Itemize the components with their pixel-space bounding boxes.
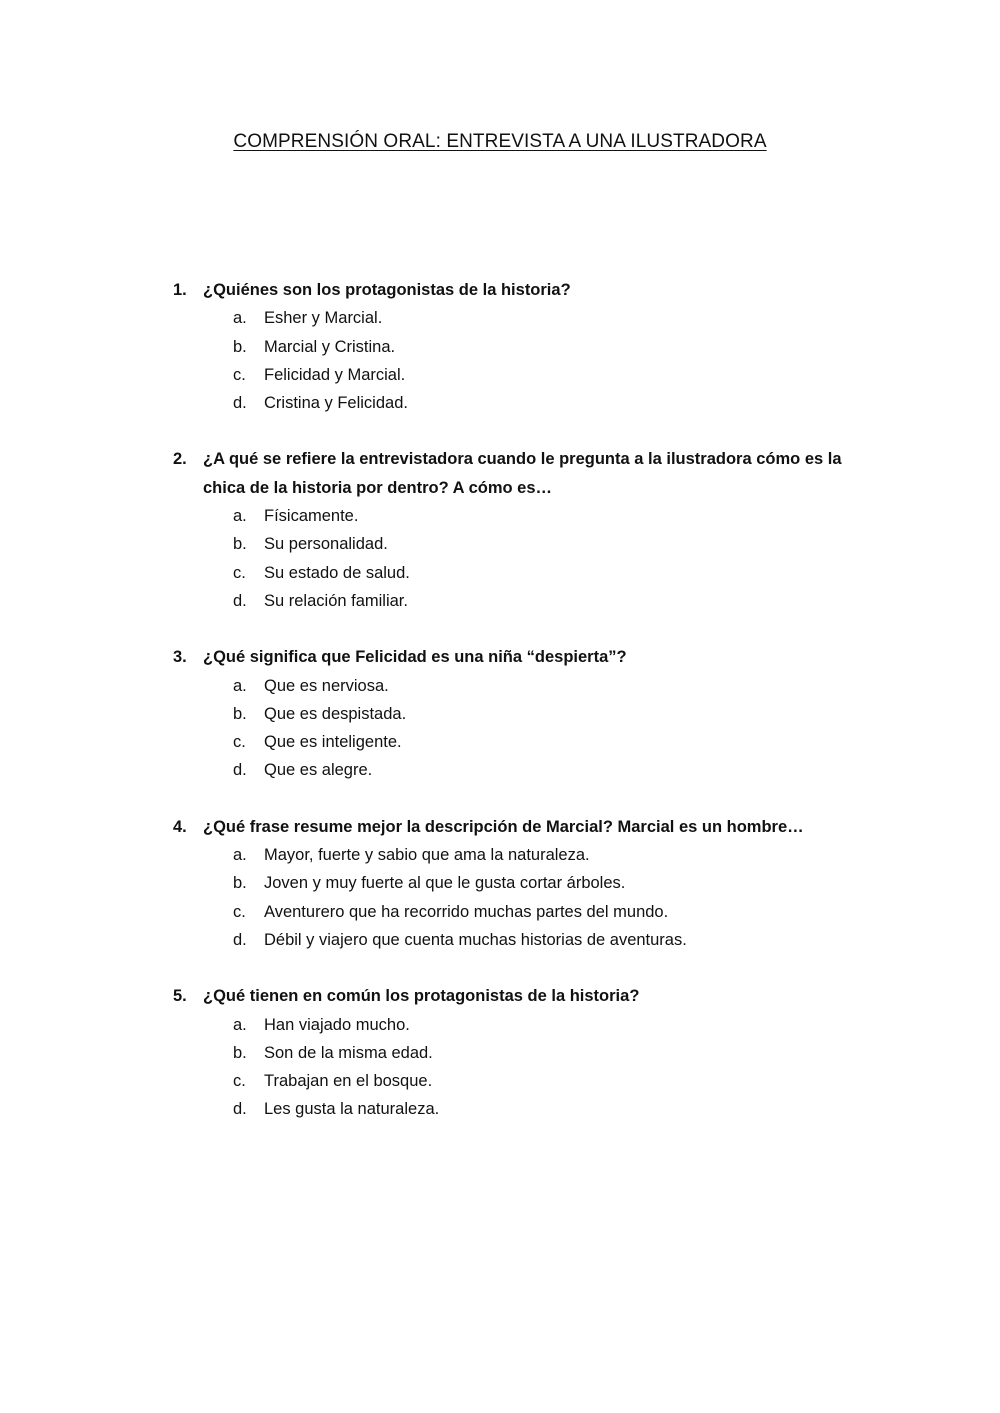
question-number: 4. (173, 817, 187, 836)
option-letter: a. (233, 309, 247, 328)
answer-options (0, 841, 1000, 954)
answer-option-c[interactable] (0, 559, 1000, 587)
answer-options (0, 304, 1000, 417)
question-number: 2. (173, 450, 187, 469)
answer-options (0, 672, 1000, 785)
answer-options (0, 502, 1000, 615)
question-prompt (0, 276, 853, 304)
answer-option-b[interactable] (0, 530, 1000, 558)
answer-option-d[interactable] (0, 756, 1000, 784)
option-text: Que es despistada. (264, 704, 407, 723)
question-prompt (0, 445, 853, 502)
option-text: Felicidad y Marcial. (264, 365, 406, 384)
answer-option-c[interactable] (0, 1067, 1000, 1095)
option-text: Que es alegre. (264, 761, 373, 780)
option-letter: a. (233, 846, 247, 865)
question-text: ¿A qué se refiere la entrevistadora cuando le pregunta a la ilustradora cómo es la chica de la historia por dentro? A cómo es… (203, 450, 842, 497)
answer-option-d[interactable] (0, 1095, 1000, 1123)
answer-option-a[interactable] (0, 304, 1000, 332)
option-letter: d. (233, 591, 247, 610)
question-list (0, 276, 1000, 1152)
question-text: ¿Qué tienen en común los protagonistas de la historia? (203, 987, 640, 1006)
option-text: Su personalidad. (264, 535, 388, 554)
option-text: Que es nerviosa. (264, 676, 389, 695)
answer-option-a[interactable] (0, 672, 1000, 700)
answer-option-a[interactable] (0, 841, 1000, 869)
option-text: Su estado de salud. (264, 563, 410, 582)
question-prompt (0, 982, 853, 1010)
option-letter: c. (233, 563, 246, 582)
option-text: Son de la misma edad. (264, 1043, 433, 1062)
answer-options (0, 1011, 1000, 1124)
answer-option-d[interactable] (0, 389, 1000, 417)
option-letter: d. (233, 930, 247, 949)
option-text: Joven y muy fuerte al que le gusta cortar árboles. (264, 874, 626, 893)
option-text: Mayor, fuerte y sabio que ama la naturaleza. (264, 846, 590, 865)
option-text: Cristina y Felicidad. (264, 394, 408, 413)
option-text: Trabajan en el bosque. (264, 1072, 433, 1091)
option-text: Esher y Marcial. (264, 309, 383, 328)
option-text: Marcial y Cristina. (264, 337, 396, 356)
option-letter: b. (233, 535, 247, 554)
option-letter: a. (233, 1015, 247, 1034)
question-text: ¿Qué significa que Felicidad es una niña “despierta”? (203, 648, 627, 667)
option-text: Su relación familiar. (264, 591, 408, 610)
option-text: Les gusta la naturaleza. (264, 1100, 440, 1119)
answer-option-c[interactable] (0, 728, 1000, 756)
answer-option-a[interactable] (0, 502, 1000, 530)
answer-option-b[interactable] (0, 333, 1000, 361)
question-4 (0, 813, 1000, 954)
option-letter: a. (233, 676, 247, 695)
answer-option-d[interactable] (0, 587, 1000, 615)
question-5 (0, 982, 1000, 1123)
answer-option-b[interactable] (0, 700, 1000, 728)
question-number: 5. (173, 987, 187, 1006)
answer-option-b[interactable] (0, 1039, 1000, 1067)
option-text: Que es inteligente. (264, 733, 402, 752)
option-letter: c. (233, 1072, 246, 1091)
question-text: ¿Quiénes son los protagonistas de la historia? (203, 281, 571, 299)
option-letter: b. (233, 874, 247, 893)
question-text: ¿Qué frase resume mejor la descripción de Marcial? Marcial es un hombre… (203, 817, 804, 836)
option-letter: c. (233, 365, 246, 384)
option-letter: c. (233, 902, 246, 921)
question-2 (0, 445, 1000, 615)
option-letter: c. (233, 733, 246, 752)
option-letter: b. (233, 1043, 247, 1062)
option-letter: b. (233, 337, 247, 356)
question-1 (0, 276, 1000, 417)
question-prompt (0, 643, 853, 671)
question-number: 3. (173, 648, 187, 667)
option-text: Han viajado mucho. (264, 1015, 410, 1034)
option-letter: a. (233, 507, 247, 526)
answer-option-d[interactable] (0, 926, 1000, 954)
option-letter: d. (233, 394, 247, 413)
question-number: 1. (173, 281, 187, 299)
question-prompt (0, 813, 853, 841)
option-text: Débil y viajero que cuenta muchas historias de aventuras. (264, 930, 687, 949)
answer-option-c[interactable] (0, 361, 1000, 389)
option-letter: d. (233, 761, 247, 780)
option-letter: b. (233, 704, 247, 723)
option-text: Físicamente. (264, 507, 359, 526)
page-title: COMPRENSIÓN ORAL: ENTREVISTA A UNA ILUSTRADORA (233, 130, 767, 152)
answer-option-b[interactable] (0, 869, 1000, 897)
answer-option-c[interactable] (0, 898, 1000, 926)
answer-option-a[interactable] (0, 1011, 1000, 1039)
option-text: Aventurero que ha recorrido muchas partes del mundo. (264, 902, 669, 921)
question-3 (0, 643, 1000, 784)
option-letter: d. (233, 1100, 247, 1119)
